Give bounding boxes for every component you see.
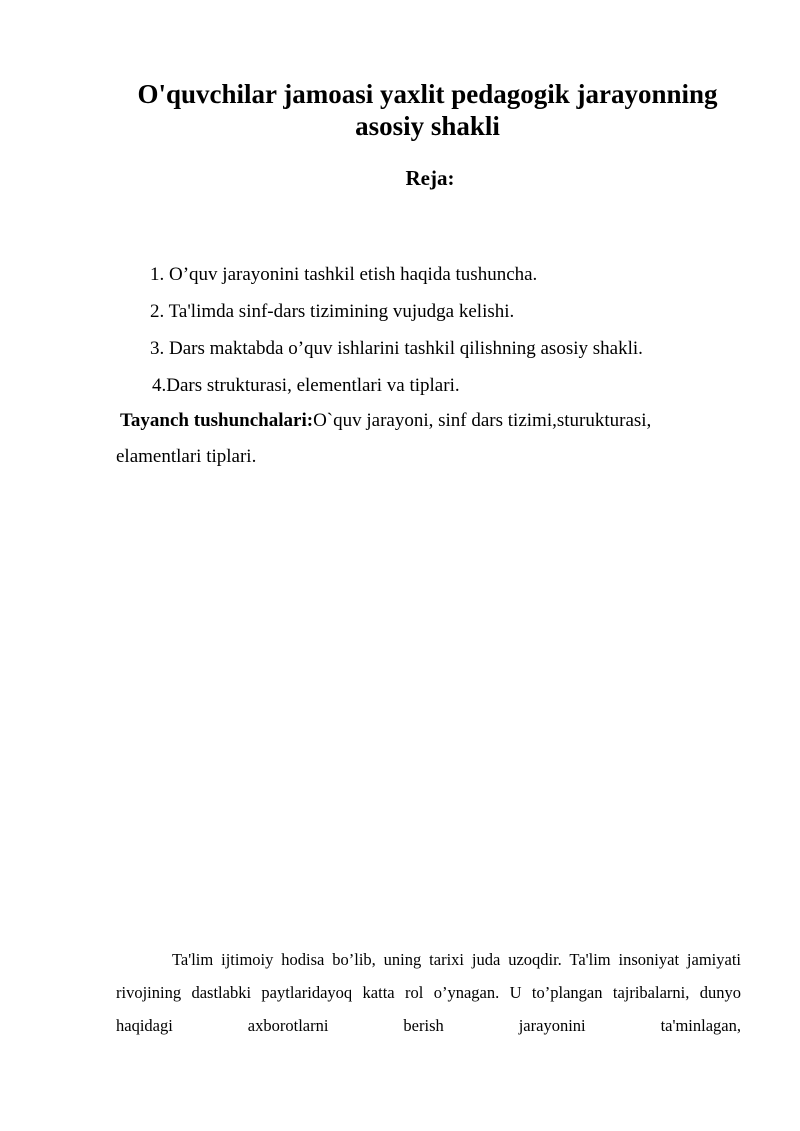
plan-heading: Reja: — [405, 166, 455, 190]
plan-list — [0, 256, 800, 404]
keywords-text: O`quv jarayoni, sinf dars tizimi,sturukturasi, elamentlari tiplari. — [116, 410, 652, 467]
keywords-paragraph — [116, 403, 736, 475]
body-paragraph: Ta'lim ijtimoiy hodisa bo’lib, uning tarixi juda uzoqdir. Ta'lim insoniyat jamiyati rivojining dastlabki paytlaridayoq katta rol o’ynagan. U to’plangan tajribalarni, dunyo haqidagi axborotlarni berish jarayonini ta'minlagan, — [116, 950, 741, 1035]
plan-item: 1. O’quv jarayonini tashkil etish haqida tushuncha. — [150, 264, 538, 285]
page-title: O'quvchilar jamoasi yaxlit pedagogik jarayonning asosiy shakli — [137, 79, 718, 141]
plan-item: 3. Dars maktabda o’quv ishlarini tashkil qilishning asosiy shakli. — [150, 338, 643, 359]
plan-item: 2. Ta'limda sinf-dars tizimining vujudga kelishi. — [150, 301, 515, 322]
plan-item: 4.Dars strukturasi, elementlari va tiplari. — [152, 375, 460, 396]
keywords-label: Tayanch tushunchalari: — [120, 410, 314, 431]
